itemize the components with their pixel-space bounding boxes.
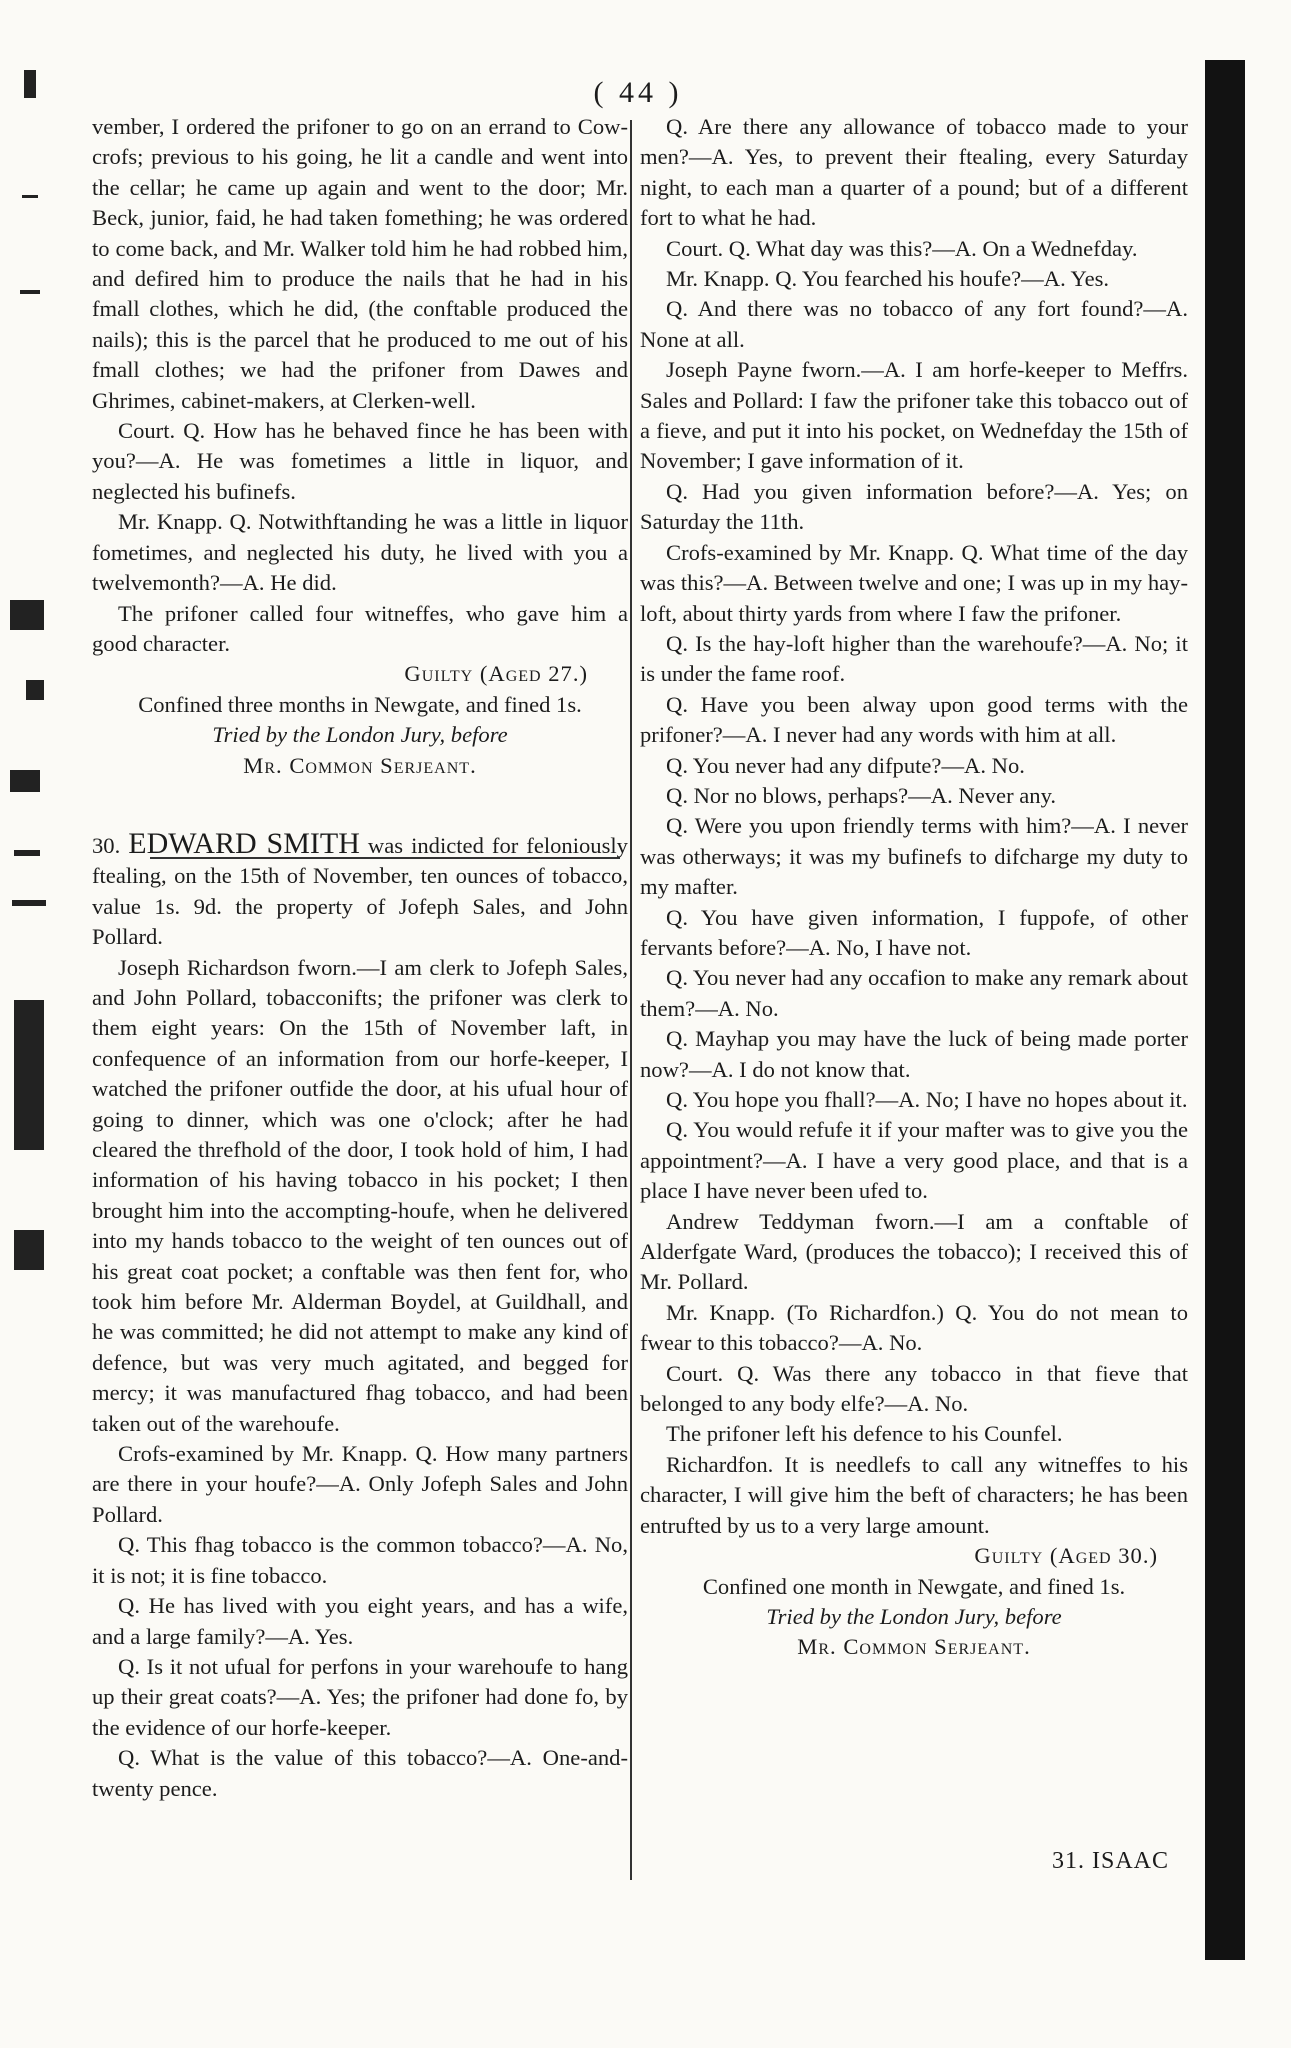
knapp-question: Mr. Knapp. Q. You fearched his houfe?—A. Yes. <box>666 266 1110 292</box>
question-answer: Q. You never had any occafion to make any remark about them?—A. No. <box>640 965 1188 1021</box>
question-answer: Q. This fhag tobacco is the common tobacco?—A. No, it is not; it is fine tobacco. <box>92 1532 628 1588</box>
verdict: Guilty (Aged 27.) <box>404 661 588 687</box>
tried-by: Tried by the London Jury, before <box>212 722 508 748</box>
page-number: ( 44 ) <box>593 76 683 109</box>
knapp-question: Mr. Knapp. Q. Notwithftanding he was a little in liquor fometimes, and neglected his duty, he lived with you a twelvemonth?—A. He did. <box>92 509 628 596</box>
verdict: Guilty (Aged 30.) <box>974 1543 1158 1569</box>
testimony-paragraph: vember, I ordered the prifoner to go on an errand to Cow-crofs; previous to his going, he lit a candle and went into the cellar; he came up again and went to the door; Mr. Beck, junior, faid, he had taken fomething; he was ordered to come back, and Mr. Walker told him he had robbed him, and defired him to produce the nails that he had in his fmall clothes, which he did, (the conftable produced the nails); this is the parcel that he produced to me out of his fmall clothes; we had the prifoner from Dawes and Ghrimes, cabinet-makers, at Clerken-well. <box>92 114 628 413</box>
question-answer: Q. You would refufe it if your mafter was to give you the appointment?—A. I have a very good place, and that is a place I have never been ufed to. <box>640 1117 1188 1204</box>
catchword: 31. ISAAC <box>1052 1848 1170 1874</box>
richardson-testimony: Joseph Richardson fworn.—I am clerk to Jofeph Sales, and John Pollard, tobacconifts; the prifoner was clerk to them eight years: On the 15th of November laft, in confequence of an information from our horfe-keeper, I watched the prifoner outfide the door, at his ufual hour of going to dinner, which was one o'clock; after he had cleared the threfhold of the door, I took hold of him, I had information of his having tobacco in his pocket; I then brought him into the accompting-houfe, when he delivered into my hands tobacco to the weight of ten ounces out of his great coat pocket; a conftable was then fent for, who took him before Mr. Alderman Boydel, at Guildhall, and he was committed; he did not attempt to make any kind of defence, but was very much agitated, and begged for mercy; it was manufactured fhag tobacco, and had been taken out of the warehoufe. <box>92 954 628 1436</box>
case-number: 30. <box>92 832 121 858</box>
question-answer: Q. Had you given information before?—A. Yes; on Saturday the 11th. <box>640 478 1188 535</box>
judge: Mr. Common Serjeant. <box>243 752 477 778</box>
indictment: was indicted for feloniously ftealing, on the 15th of November, ten ounces of tobacco, value 1s. 9d. the property of Jofeph Sales, and John Pollard. <box>92 832 628 950</box>
defendant-name: EDWARD SMITH <box>128 826 360 860</box>
right-column <box>640 112 1188 1663</box>
sentence: Confined one month in Newgate, and fined 1s. <box>702 1573 1126 1599</box>
question-answer: Q. Nor no blows, perhaps?—A. Never any. <box>666 782 1057 808</box>
question-answer: Q. You never had any difpute?—A. No. <box>666 752 1025 778</box>
verdict-line <box>92 659 628 689</box>
question-answer: Q. What is the value of this tobacco?—A. One-and-twenty pence. <box>92 1745 628 1801</box>
question-answer: Q. He has lived with you eight years, and has a wife, and a large family?—A. Yes. <box>92 1593 628 1649</box>
question-answer: Q. Is it not ufual for perfons in your warehoufe to hang up their great coats?—A. Yes; the prifoner had done fo, by the evidence of our horfe-keeper. <box>92 1653 628 1740</box>
court-question: Court. Q. How has he behaved fince he has been with you?—A. He was fometimes a little in liquor, and neglected his bufinefs. <box>92 418 628 504</box>
witness-note: The prifoner called four witneffes, who gave him a good character. <box>92 600 628 656</box>
left-column <box>92 112 628 1804</box>
defence-note: The prifoner left his defence to his Counfel. <box>666 1421 1063 1447</box>
question-answer: Q. Were you upon friendly terms with him?—A. I never was otherways; it was my bufinefs to difcharge my duty to my mafter. <box>640 813 1188 900</box>
sentence: Confined three months in Newgate, and fined 1s. <box>138 691 582 717</box>
court-question: Court. Q. What day was this?—A. On a Wednefday. <box>666 235 1138 261</box>
judge: Mr. Common Serjeant. <box>797 1634 1031 1660</box>
question-answer: Q. You hope you fhall?—A. No; I have no hopes about it. <box>666 1087 1188 1112</box>
teddyman-testimony: Andrew Teddyman fworn.—I am a conftable of Alderfgate Ward, (produces the tobacco); I received this of Mr. Pollard. <box>640 1208 1188 1295</box>
knapp-question: Mr. Knapp. (To Richardfon.) Q. You do not mean to fwear to this tobacco?—A. No. <box>640 1299 1188 1356</box>
cross-examination: Crofs-examined by Mr. Knapp. Q. What time of the day was this?—A. Between twelve and one; I was up in my hay-loft, about thirty yards from where I faw the prifoner. <box>640 539 1188 626</box>
cross-examination: Crofs-examined by Mr. Knapp. Q. How many partners are there in your houfe?—A. Only Jofeph Sales and John Pollard. <box>92 1441 628 1527</box>
tried-by: Tried by the London Jury, before <box>766 1603 1062 1629</box>
question-answer: Q. Are there any allowance of tobacco made to your men?—A. Yes, to prevent their ftealing, every Saturday night, to each man a quarter of a pound; but of a different fort to what he had. <box>640 114 1188 231</box>
character-statement: Richardfon. It is needlefs to call any witneffes to his character, I will give him the beft of characters; he has been entrufted by us to a very large amount. <box>640 1451 1188 1538</box>
case-heading <box>92 826 628 953</box>
question-answer: Q. Have you been alway upon good terms with the prifoner?—A. I never had any words with him at all. <box>640 691 1188 748</box>
binding-edge <box>1205 60 1245 1960</box>
payne-testimony: Joseph Payne fworn.—A. I am horfe-keeper to Meffrs. Sales and Pollard: I faw the prifoner take this tobacco out of a fieve, and put it into his pocket, on Wednefday the 15th of November; I gave information of it. <box>640 357 1188 474</box>
question-answer: Q. You have given information, I fuppofe, of other fervants before?—A. No, I have not. <box>640 904 1188 960</box>
question-answer: Q. Mayhap you may have the luck of being made porter now?—A. I do not know that. <box>640 1026 1188 1082</box>
question-answer: Q. And there was no tobacco of any fort found?—A. None at all. <box>640 296 1188 352</box>
margin-marks <box>0 0 60 1600</box>
question-answer: Q. Is the hay-loft higher than the warehoufe?—A. No; it is under the fame roof. <box>640 630 1188 687</box>
court-question: Court. Q. Was there any tobacco in that fieve that belonged to any body elfe?—A. No. <box>640 1360 1188 1417</box>
column-divider <box>630 120 632 1880</box>
